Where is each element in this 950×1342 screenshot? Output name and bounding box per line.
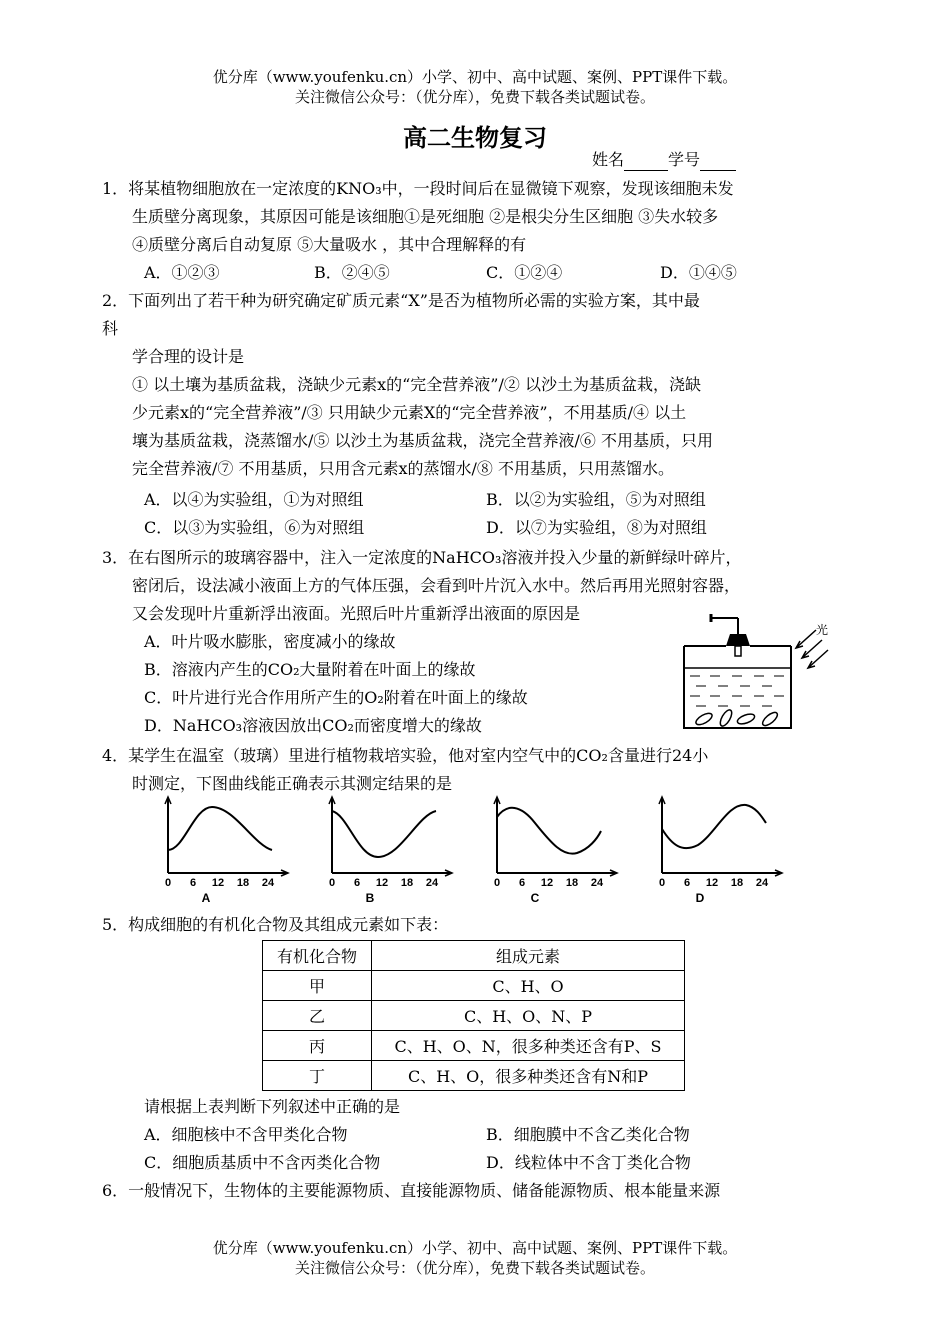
q3-line-3: 又会发现叶片重新浮出液面。光照后叶片重新浮出液面的原因是 xyxy=(132,604,581,623)
q2-option-a: A．以④为实验组，①为对照组 xyxy=(144,490,364,509)
tick-label: 24 xyxy=(755,877,769,889)
student-info xyxy=(592,149,736,171)
table-cell: 甲 xyxy=(263,971,372,1001)
tick-label: 6 xyxy=(189,877,197,889)
figure-leaf xyxy=(694,711,714,727)
tick-label: 0 xyxy=(658,877,666,889)
tick-label: 12 xyxy=(375,877,389,889)
co2-curve xyxy=(168,807,272,850)
table-row xyxy=(263,971,685,1001)
table-row xyxy=(263,1061,685,1091)
q2-line-3: 学合理的设计是 xyxy=(132,347,245,366)
q5-option-b: B．细胞膜中不含乙类化合物 xyxy=(486,1125,690,1144)
tick-label: 12 xyxy=(705,877,719,889)
figure-tube xyxy=(735,646,741,656)
compound-table xyxy=(262,940,685,1091)
tick-label: 24 xyxy=(425,877,439,889)
figure-leaf xyxy=(736,712,756,726)
q5-option-a: A．细胞核中不含甲类化合物 xyxy=(144,1125,348,1144)
tick-label: 6 xyxy=(683,877,691,889)
light-label: 光 xyxy=(816,623,829,637)
q5-line-1: 5．构成细胞的有机化合物及其组成元素如下表： xyxy=(102,915,449,934)
q4-line-1: 4．某学生在温室（玻璃）里进行植物栽培实验，他对室内空气中的CO₂含量进行24小 xyxy=(102,746,709,765)
co2-curve xyxy=(332,811,436,857)
tick-label: 18 xyxy=(236,877,250,889)
tick-label: 12 xyxy=(540,877,554,889)
table-cell: 丙 xyxy=(263,1031,372,1061)
q2-line-4: ① 以土壤为基质盆栽，浇缺少元素x的“完全营养液”/② 以沙土为基质盆栽，浇缺 xyxy=(132,375,701,394)
table-header-compound: 有机化合物 xyxy=(263,941,372,971)
table-cell: C、H、O xyxy=(372,971,685,1001)
table-cell: C、H、O、N，很多种类还含有P、S xyxy=(372,1031,685,1061)
q3-option-c: C．叶片进行光合作用所产生的O₂附着在叶面上的缘故 xyxy=(144,688,528,707)
tick-label: 0 xyxy=(493,877,501,889)
footer-line-1: 优分库（www.youfenku.cn）小学、初中、高中试题、案例、PPT课件下载。 xyxy=(212,1239,738,1257)
co2-curve xyxy=(497,808,601,854)
q3-line-2: 密闭后，设法减小液面上方的气体压强，会看到叶片沉入水中。然后再用光照射容器， xyxy=(132,576,741,595)
co2-curve xyxy=(662,805,766,848)
q6-line-1: 6．一般情况下，生物体的主要能源物质、直接能源物质、储备能源物质、根本能量来源 xyxy=(102,1181,721,1200)
name-label: 姓名 xyxy=(592,150,625,169)
table-header-row xyxy=(263,941,685,971)
table-cell: 乙 xyxy=(263,1001,372,1031)
tick-label: 18 xyxy=(400,877,414,889)
q1-option-d: D．①④⑤ xyxy=(660,263,737,282)
q3-option-d: D．NaHCO₃溶液因放出CO₂而密度增大的缘故 xyxy=(144,716,482,735)
tick-label: 12 xyxy=(211,877,225,889)
tick-label: 24 xyxy=(261,877,275,889)
q2-line-6: 壤为基质盆栽，浇蒸馏水/⑤ 以沙土为基质盆栽，浇完全营养液/⑥ 不用基质，只用 xyxy=(132,431,713,450)
table-header-elements: 组成元素 xyxy=(372,941,685,971)
q1-option-a: A．①②③ xyxy=(144,263,220,282)
table-cell: C、H、O、N、P xyxy=(372,1001,685,1031)
q2-option-b: B．以②为实验组，⑤为对照组 xyxy=(486,490,706,509)
q5-option-c: C．细胞质基质中不含丙类化合物 xyxy=(144,1153,381,1172)
q1-line-3: ④质壁分离后自动复原 ⑤大量吸水 ，其中合理解释的有 xyxy=(132,235,527,254)
header-line-1: 优分库（www.youfenku.cn）小学、初中、高中试题、案例、PPT课件下载。 xyxy=(212,68,738,86)
tick-label: 0 xyxy=(164,877,172,889)
tick-label: 24 xyxy=(590,877,604,889)
graph-b xyxy=(329,797,452,905)
q2-line-1: 2．下面列出了若干种为研究确定矿质元素“X”是否为植物所必需的实验方案，其中最 xyxy=(102,291,700,310)
q3-line-1: 3．在右图所示的玻璃容器中，注入一定浓度的NaHCO₃溶液并投入少量的新鲜绿叶碎片， xyxy=(102,548,742,567)
header-line-2: 关注微信公众号：（优分库），免费下载各类试题试卷。 xyxy=(294,88,655,106)
tick-label: 6 xyxy=(353,877,361,889)
graph-a xyxy=(165,797,288,905)
graph-label: B xyxy=(365,891,375,905)
tick-label: 18 xyxy=(730,877,744,889)
table-cell: 丁 xyxy=(263,1061,372,1091)
q2-option-d: D．以⑦为实验组，⑧为对照组 xyxy=(486,518,707,537)
page-title: 高二生物复习 xyxy=(403,124,547,152)
q2-option-c: C．以③为实验组，⑥为对照组 xyxy=(144,518,365,537)
tick-label: 0 xyxy=(328,877,336,889)
table-row xyxy=(263,1001,685,1031)
co2-curve-graphs xyxy=(150,795,810,907)
figure-leaf xyxy=(718,708,734,728)
graph-label: C xyxy=(530,891,540,905)
tick-label: 18 xyxy=(565,877,579,889)
graph-label: A xyxy=(201,891,211,905)
graph-d xyxy=(659,797,782,905)
tick-label: 6 xyxy=(518,877,526,889)
q2-line-2: 科 xyxy=(102,319,119,338)
q1-option-b: B．②④⑤ xyxy=(314,263,390,282)
graph-c xyxy=(494,797,617,905)
q5-prompt: 请根据上表判断下列叙述中正确的是 xyxy=(144,1097,401,1116)
q1-option-c: C．①②④ xyxy=(486,263,563,282)
figure-leaf xyxy=(761,710,780,728)
q1-line-2: 生质壁分离现象，其原因可能是该细胞①是死细胞 ②是根尖分生区细胞 ③失水较多 xyxy=(132,207,719,226)
id-blank[interactable] xyxy=(700,152,736,171)
name-blank[interactable] xyxy=(624,152,668,171)
q2-line-5: 少元素x的“完全营养液”/③ 只用缺少元素X的“完全营养液”，不用基质/④ 以土 xyxy=(132,403,687,422)
glass-container-figure xyxy=(676,604,846,732)
q4-line-2: 时测定，下图曲线能正确表示其测定结果的是 xyxy=(132,774,453,793)
q1-line-1: 1．将某植物细胞放在一定浓度的KNO₃中，一段时间后在显微镜下观察，发现该细胞未发 xyxy=(102,179,734,198)
footer-line-2: 关注微信公众号：（优分库），免费下载各类试题试卷。 xyxy=(294,1259,655,1277)
id-label: 学号 xyxy=(668,150,701,169)
figure-stopper xyxy=(726,634,750,646)
table-row xyxy=(263,1031,685,1061)
q5-option-d: D．线粒体中不含丁类化合物 xyxy=(486,1153,691,1172)
table-cell: C、H、O，很多种类还含有N和P xyxy=(372,1061,685,1091)
q2-line-7: 完全营养液/⑦ 不用基质，只用含元素x的蒸馏水/⑧ 不用基质，只用蒸馏水。 xyxy=(132,459,674,478)
graph-label: D xyxy=(695,891,705,905)
figure-liquid-hatching xyxy=(690,676,784,706)
q3-option-a: A．叶片吸水膨胀，密度减小的缘故 xyxy=(144,632,396,651)
q3-option-b: B．溶液内产生的CO₂大量附着在叶面上的缘故 xyxy=(144,660,476,679)
